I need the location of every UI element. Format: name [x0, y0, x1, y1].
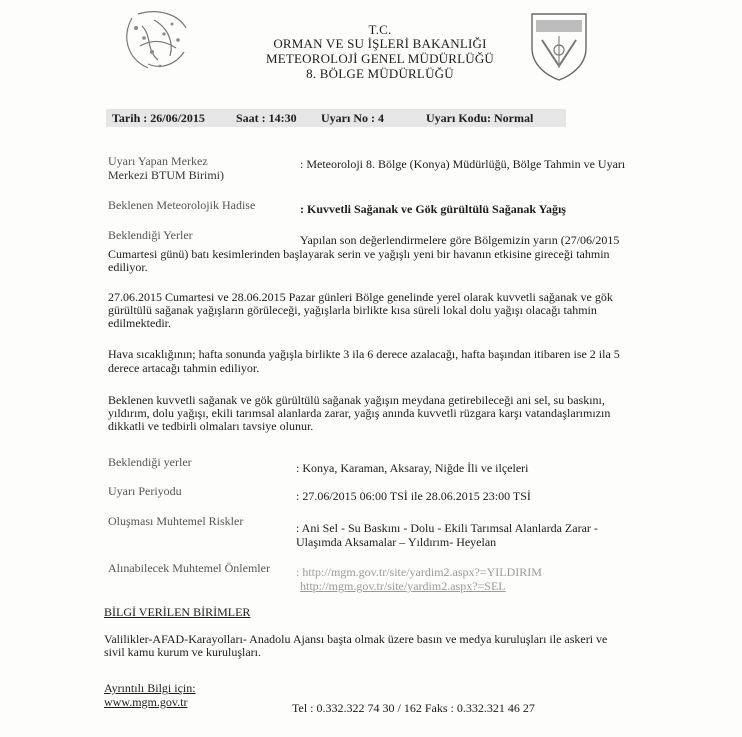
warning-number: Uyarı No : 4 — [321, 111, 384, 125]
event-label: Beklenen Meteorolojik Hadise — [108, 198, 256, 212]
places-value: : Konya, Karaman, Aksaray, Niğde İli ve ilçeleri — [296, 461, 529, 475]
paragraph-1-line-3: edilmektedir. — [108, 316, 171, 330]
forecast-text-line-1: Yapılan son değerlendirmelere göre Bölgemizin yarın (27/06/2015 — [300, 233, 620, 247]
warning-time: Saat : 14:30 — [236, 111, 297, 125]
paragraph-2-line-2: derece artacağı tahmin ediliyor. — [108, 361, 260, 375]
forecast-text-line-3: ediliyor. — [108, 260, 148, 274]
issuer-value: : Meteoroloji 8. Bölge (Konya) Müdürlüğü, Bölge Tahmin ve Uyarı — [300, 157, 626, 171]
risks-label: Oluşması Muhtemel Riskler — [108, 514, 244, 528]
risks-value-line-1: : Ani Sel - Su Baskını - Dolu - Ekili Tarımsal Alanlarda Zarar - — [296, 521, 598, 535]
issuer-label-2: Merkezi BTUM Birimi) — [108, 168, 224, 182]
informed-units-title: BİLGİ VERİLEN BİRİMLER — [104, 605, 251, 619]
period-value: : 27.06/2015 06:00 TSİ ile 28.06.2015 23:00 TSİ — [296, 489, 531, 503]
issuer-label-1: Uyarı Yapan Merkez — [108, 154, 208, 168]
more-info-label: Ayrıntılı Bilgi için: — [104, 681, 196, 695]
paragraph-3-line-3: dikkatli ve tedbirli olmaları tavsiye olunur. — [108, 419, 314, 433]
paragraph-3-line-1: Beklenen kuvvetli sağanak ve gök gürültülü sağanak yağışın meydana getirebileceği ani sel, su baskını, — [108, 393, 605, 407]
measures-label: Alınabilecek Muhtemel Önlemler — [108, 561, 270, 575]
risks-value-line-2: Ulaşımda Aksamalar – Yıldırım- Heyelan — [296, 535, 497, 549]
informed-units-line-1: Valilikler-AFAD-Karayolları- Anadolu Ajansı başta olmak üzere basın ve medya kuruluşları ile askeri ve — [104, 632, 608, 646]
header-ministry: ORMAN VE SU İŞLERİ BAKANLIĞI — [273, 36, 487, 51]
event-value: : Kuvvetli Sağanak ve Gök gürültülü Sağanak Yağış — [300, 202, 566, 216]
paragraph-1-line-1: 27.06.2015 Cumartesi ve 28.06.2015 Pazar günleri Bölge genelinde yerel olarak kuvvetli sağanak ve gök — [108, 290, 613, 304]
places-label: Beklendiği yerler — [108, 455, 192, 469]
paragraph-3-line-2: yıldırım, dolu yağışı, ekili tarımsal alanlarda zarar, yağış anında kuvvetli rüzgara karşı vatandaşlarımızın — [108, 406, 611, 420]
forecast-text-line-2: Cumartesi günü) batı kesimlerinden başlayarak serin ve yağışlı yeni bir havanın etkisine gireceği tahmin — [108, 247, 610, 261]
paragraph-1-line-2: gürültülü sağanak yağışların görüleceği, yağışlarla birlikte kısa süreli lokal dolu yağışı olacağı tahmin — [108, 303, 597, 317]
mgm-emblem-icon — [528, 10, 590, 82]
informed-units-line-2: sivil kamu kurum ve kuruluşları. — [104, 645, 261, 659]
lightning-link[interactable]: : http://mgm.gov.tr/site/yardim2.aspx?=YILDIRIM — [296, 565, 542, 579]
ministry-emblem-icon — [118, 6, 196, 76]
header-tc: T.C. — [368, 22, 392, 37]
header-regional-office: 8. BÖLGE MÜDÜRLÜĞÜ — [306, 66, 454, 81]
warning-code: Uyarı Kodu: Normal — [426, 111, 534, 125]
warning-date: Tarih : 26/06/2015 — [112, 111, 205, 125]
website-link[interactable]: www.mgm.gov.tr — [104, 695, 188, 709]
warning-info-bar — [106, 109, 566, 127]
flood-link[interactable]: http://mgm.gov.tr/site/yardim2.aspx?=SEL — [300, 579, 506, 593]
expected-places-label: Beklendiği Yerler — [108, 228, 193, 242]
paragraph-2-line-1: Hava sıcaklığının; hafta sonunda yağışla birlikte 3 ila 6 derece azalacağı, hafta başından itibaren ise 2 ila 5 — [108, 347, 620, 361]
header-directorate: METEOROLOJİ GENEL MÜDÜRLÜĞÜ — [265, 51, 495, 66]
contact-phone-fax: Tel : 0.332.322 74 30 / 162 Faks : 0.332.321 46 27 — [292, 701, 535, 715]
period-label: Uyarı Periyodu — [108, 484, 182, 498]
